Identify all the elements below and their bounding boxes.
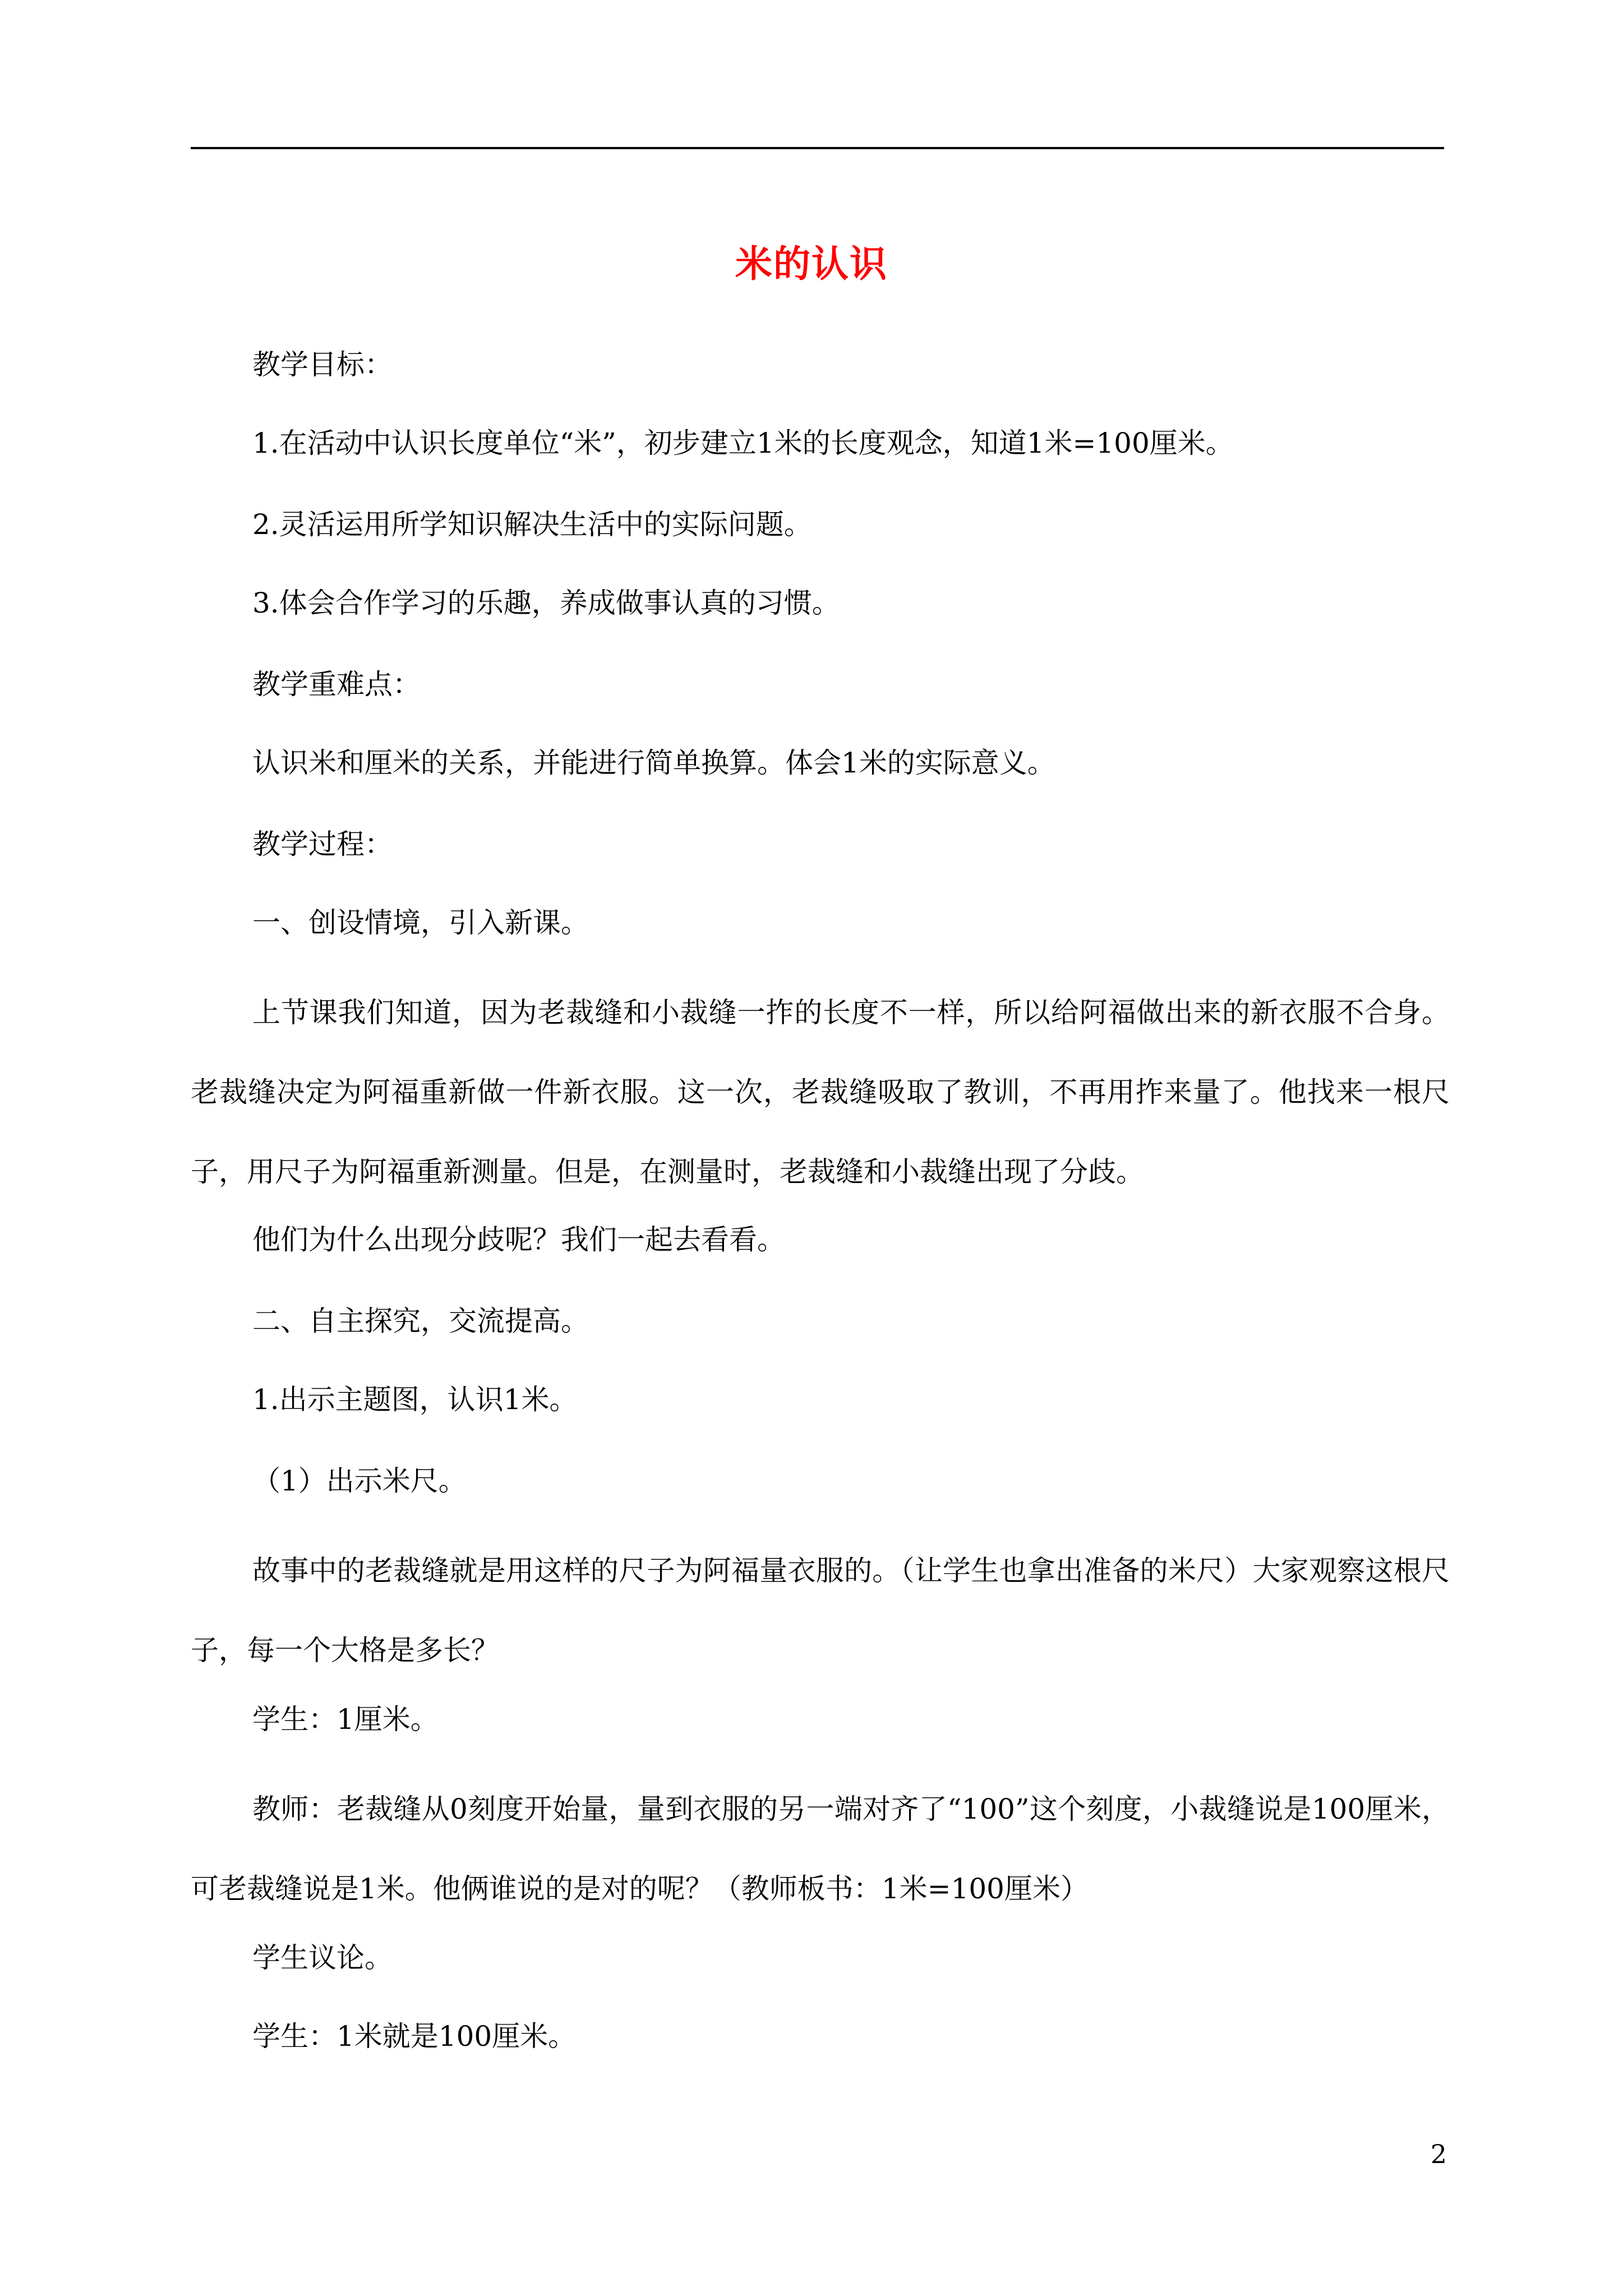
objective-3: 3.体会合作学习的乐趣，养成做事认真的习惯。 <box>252 587 840 619</box>
ruler-question-paragraph: 故事中的老裁缝就是用这样的尺子为阿福量衣服的。（让学生也拿出准备的米尺）大家观察这根尺子，每一个大格是多长？ <box>191 1554 1450 1667</box>
story-question: 他们为什么出现分歧呢？我们一起去看看。 <box>252 1223 785 1256</box>
key-points-text: 认识米和厘米的关系，并能进行简单换算。体会1米的实际意义。 <box>252 747 1055 779</box>
section-heading-process: 教学过程： <box>252 828 393 861</box>
header-rule <box>191 147 1444 149</box>
section-heading-key-points: 教学重难点： <box>252 668 421 701</box>
section-heading-objectives: 教学目标： <box>252 348 393 381</box>
sub-step-1-1: （1）出示米尺。 <box>252 1465 467 1497</box>
document-title: 米的认识 <box>735 242 888 286</box>
objective-2: 2.灵活运用所学知识解决生活中的实际问题。 <box>252 508 812 541</box>
sub-step-1: 1.出示主题图，认识1米。 <box>252 1383 578 1416</box>
process-step-2-heading: 二、自主探究，交流提高。 <box>252 1305 589 1337</box>
student-answer-1: 学生：1厘米。 <box>252 1703 439 1736</box>
teacher-paragraph: 教师：老裁缝从0刻度开始量，量到衣服的另一端对齐了“100”这个刻度，小裁缝说是100厘米，可老裁缝说是1米。他俩谁说的是对的呢？（教师板书：1米=100厘米） <box>191 1793 1450 1905</box>
objective-1: 1.在活动中认识长度单位“米”，初步建立1米的长度观念，知道1米=100厘米。 <box>252 427 1234 459</box>
page-number: 2 <box>1430 2139 1447 2169</box>
student-discussion: 学生议论。 <box>252 1941 393 1974</box>
student-answer-2: 学生：1米就是100厘米。 <box>252 2020 577 2053</box>
story-paragraph: 上节课我们知道，因为老裁缝和小裁缝一拃的长度不一样，所以给阿福做出来的新衣服不合身。老裁缝决定为阿福重新做一件新衣服。这一次，老裁缝吸取了教训，不再用拃来量了。他找来一根尺子，用尺子为阿福重新测量。但是，在测量时，老裁缝和小裁缝出现了分歧。 <box>191 996 1450 1188</box>
process-step-1-heading: 一、创设情境，引入新课。 <box>252 907 589 939</box>
